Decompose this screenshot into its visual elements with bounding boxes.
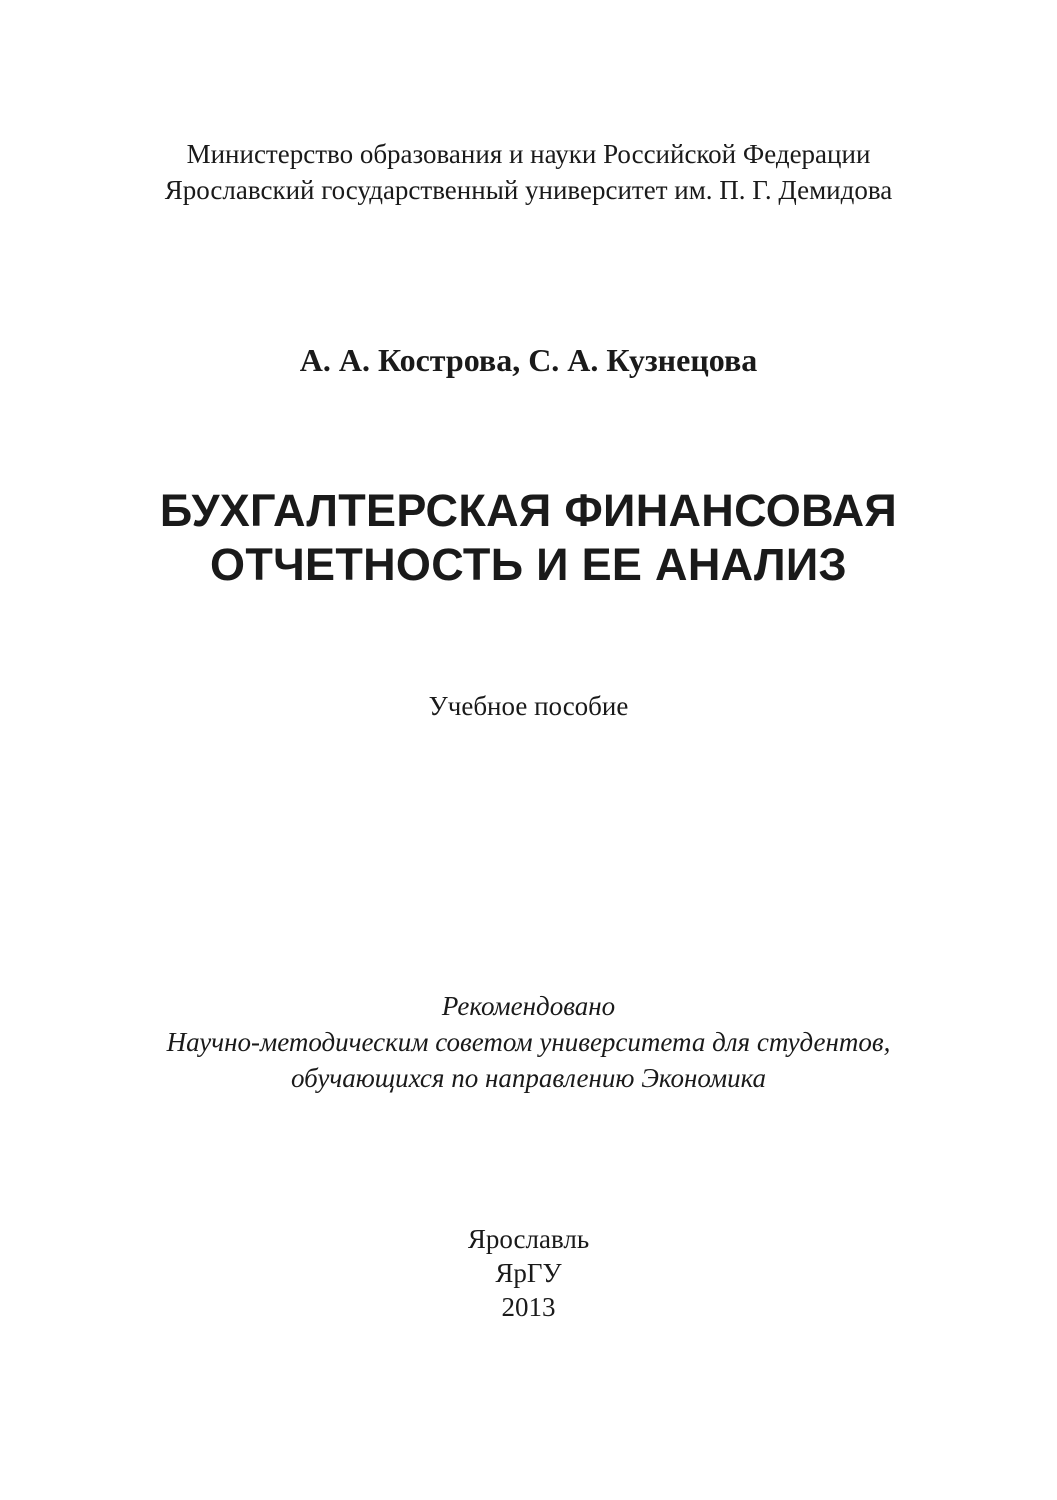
book-subtitle — [0, 688, 1057, 724]
recommendation-note — [0, 988, 1057, 1096]
authors-line: А. А. Кострова, С. А. Кузнецова — [299, 342, 758, 378]
institution-header — [0, 136, 1057, 208]
authors — [0, 340, 1057, 380]
title-line-1: БУХГАЛТЕРСКАЯ ФИНАНСОВАЯ — [159, 485, 898, 536]
recommendation-line-1: Рекомендовано — [441, 991, 616, 1021]
imprint — [0, 1222, 1057, 1324]
subtitle-line: Учебное пособие — [428, 691, 629, 721]
university-line: Ярославский государственный университет им. П. Г. Демидова — [164, 175, 893, 205]
recommendation-line-3: обучающихся по направлению Экономика — [290, 1063, 767, 1093]
imprint-city: Ярославль — [467, 1224, 590, 1254]
imprint-publisher: ЯрГУ — [495, 1258, 562, 1288]
title-line-2: ОТЧЕТНОСТЬ И ЕЕ АНАЛИЗ — [210, 539, 847, 590]
ministry-line: Министерство образования и науки Российской Федерации — [186, 139, 871, 169]
book-title — [0, 484, 1057, 592]
recommendation-line-2: Научно-методическим советом университета для студентов, — [166, 1027, 891, 1057]
imprint-year: 2013 — [501, 1292, 556, 1322]
